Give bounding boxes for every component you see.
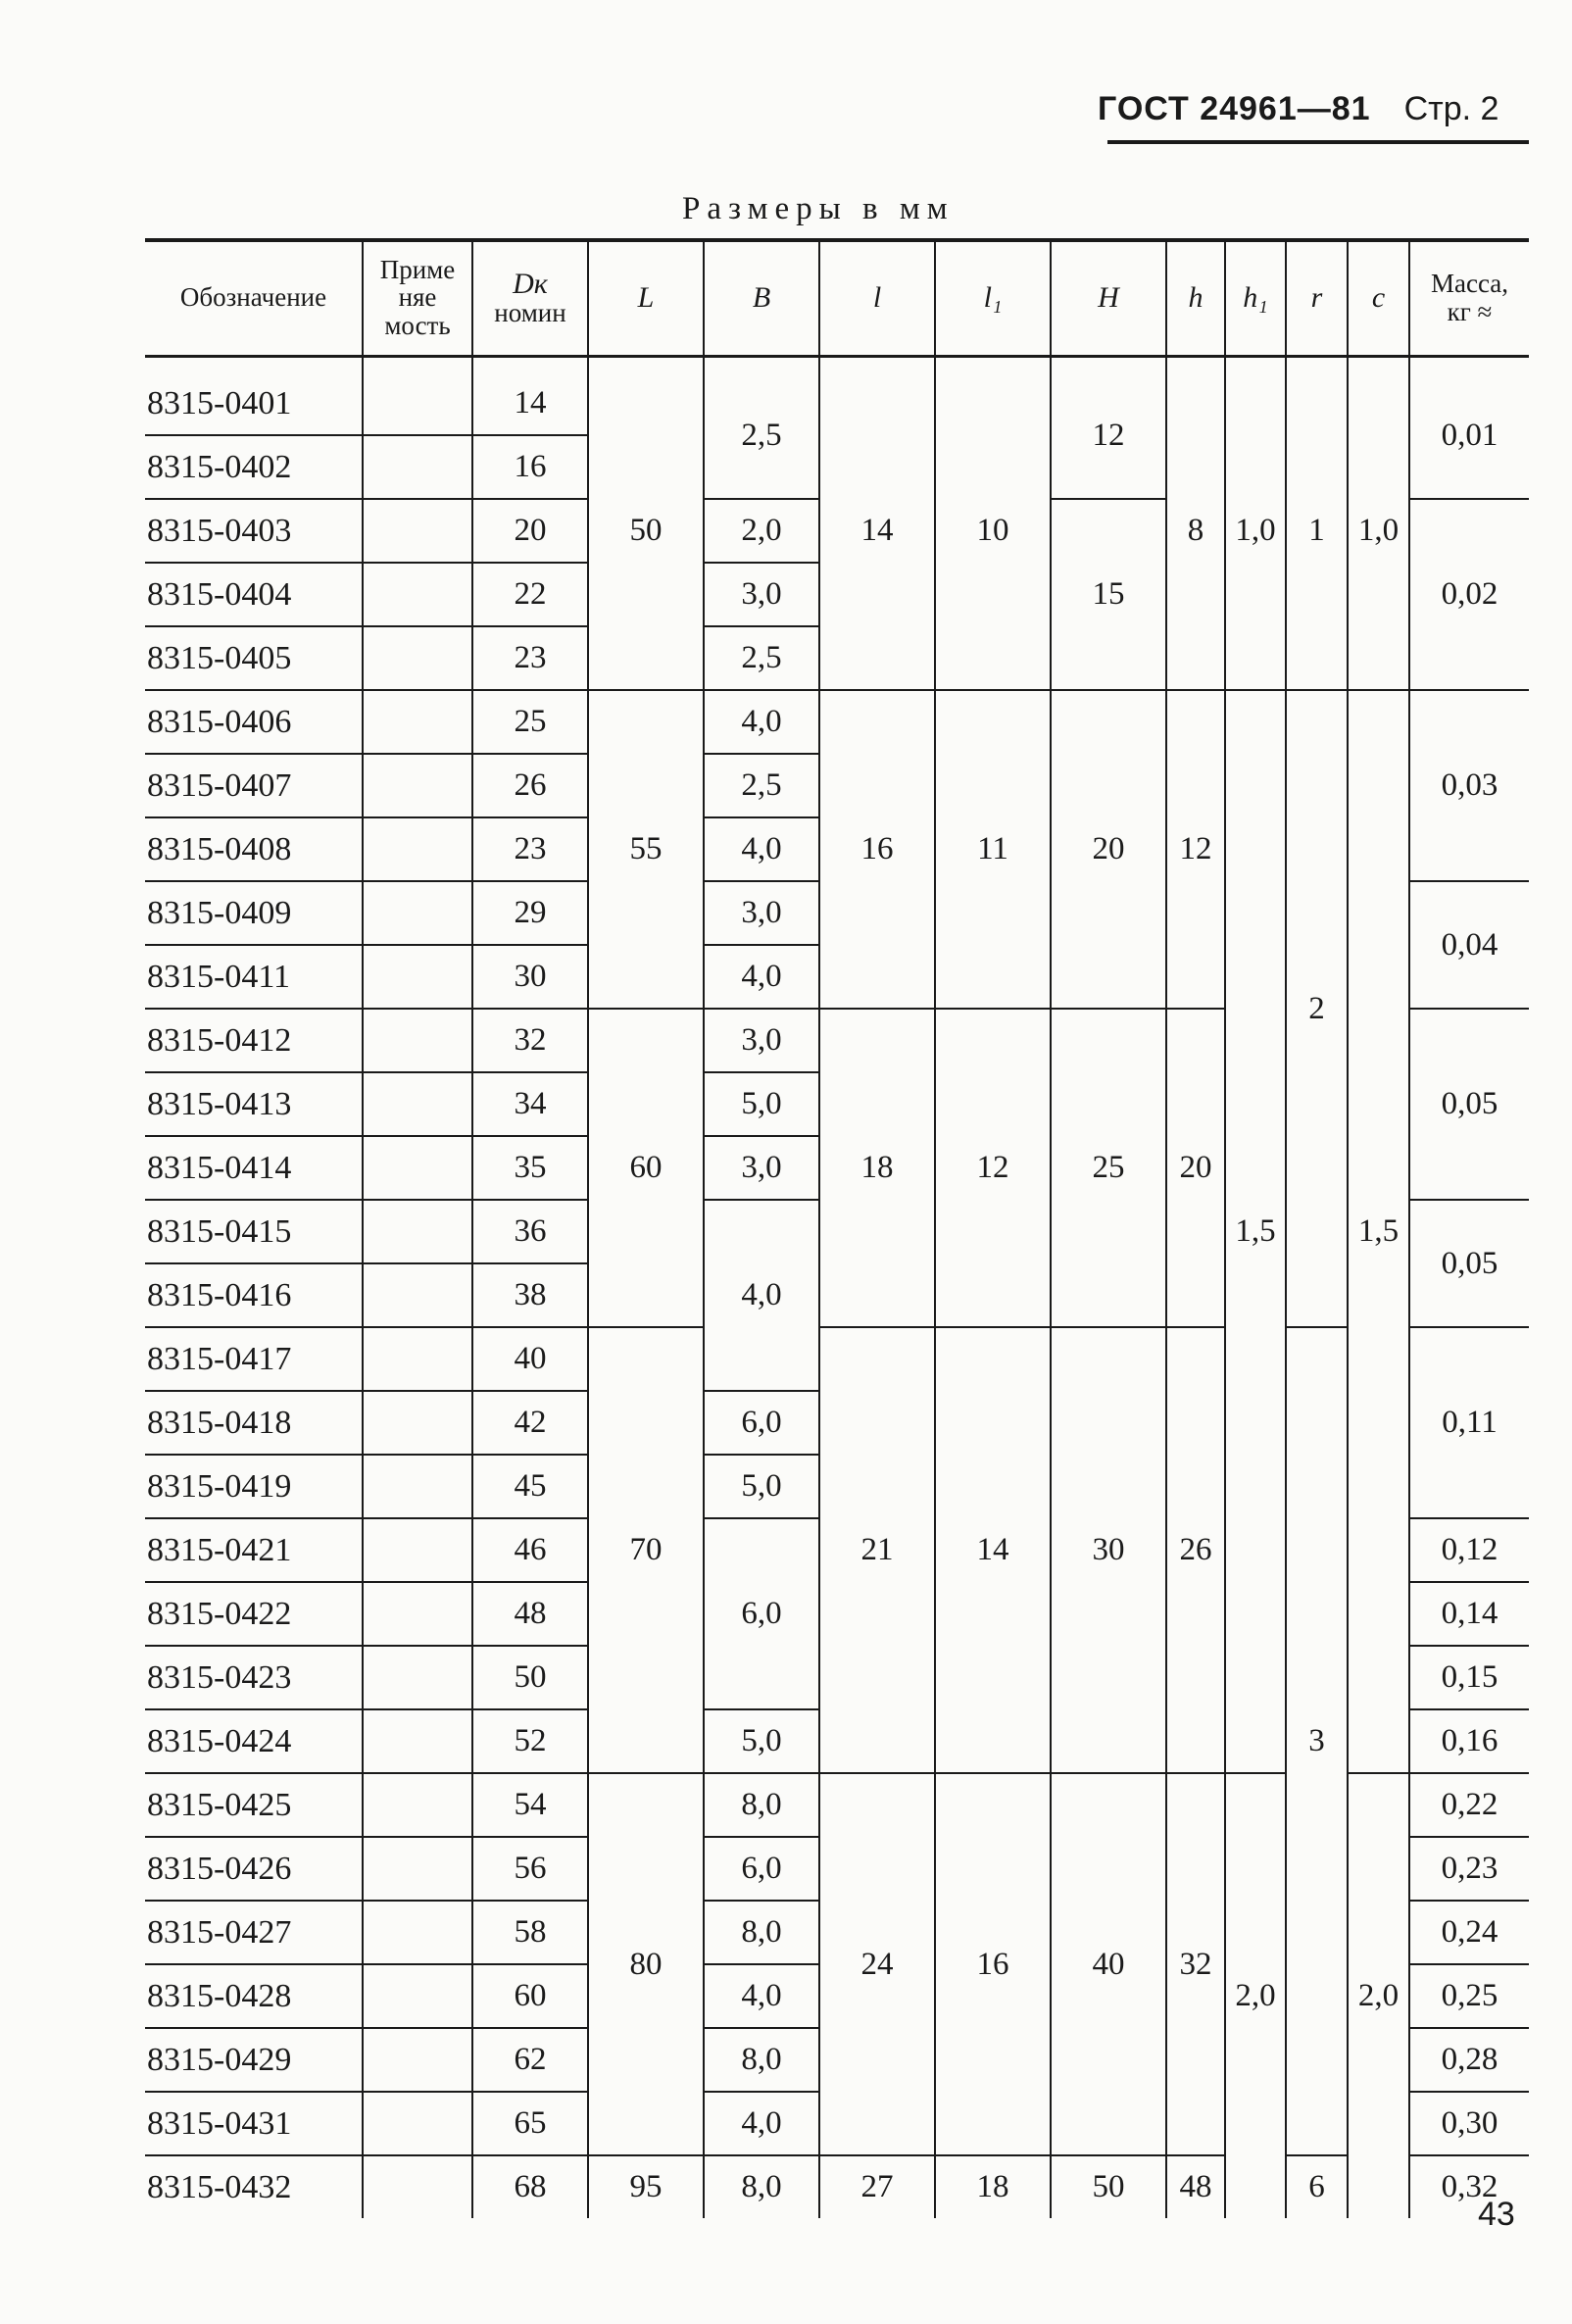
cell-code: 8315-0401 — [145, 372, 363, 435]
cell-applicability — [363, 563, 472, 626]
cell-dk: 23 — [472, 817, 588, 881]
cell-code: 8315-0407 — [145, 754, 363, 817]
cell-code: 8315-0402 — [145, 435, 363, 499]
cell-applicability — [363, 435, 472, 499]
cell-applicability — [363, 2155, 472, 2218]
cell-h: 26 — [1166, 1327, 1225, 1773]
cell-applicability — [363, 881, 472, 945]
cell-mass: 0,22 — [1409, 1773, 1529, 1837]
cell-applicability — [363, 1009, 472, 1072]
cell-dk: 29 — [472, 881, 588, 945]
cell-applicability — [363, 1582, 472, 1646]
cell-applicability — [363, 1964, 472, 2028]
page-header — [1098, 90, 1498, 128]
cell-applicability — [363, 1455, 472, 1518]
cell-dk: 42 — [472, 1391, 588, 1455]
cell-code: 8315-0419 — [145, 1455, 363, 1518]
cell-B: 6,0 — [704, 1518, 819, 1709]
cell-dk: 34 — [472, 1072, 588, 1136]
cell-l: 16 — [819, 690, 935, 1009]
cell-applicability — [363, 817, 472, 881]
cell-applicability — [363, 1136, 472, 1200]
cell-mass: 0,32 — [1409, 2155, 1529, 2218]
cell-L: 50 — [588, 372, 704, 690]
cell-B: 3,0 — [704, 1009, 819, 1072]
cell-c: 1,5 — [1348, 690, 1409, 1773]
cell-dk: 23 — [472, 626, 588, 690]
table-body — [145, 353, 1529, 2218]
cell-r: 2 — [1286, 690, 1348, 1327]
cell-applicability — [363, 690, 472, 754]
cell-dk: 38 — [472, 1263, 588, 1327]
cell-B: 3,0 — [704, 881, 819, 945]
cell-applicability — [363, 1837, 472, 1901]
cell-dk: 54 — [472, 1773, 588, 1837]
cell-dk: 52 — [472, 1709, 588, 1773]
cell-r: 1 — [1286, 372, 1348, 690]
cell-mass: 0,25 — [1409, 1964, 1529, 2028]
cell-applicability — [363, 2092, 472, 2155]
cell-B: 4,0 — [704, 690, 819, 754]
cell-B: 4,0 — [704, 1200, 819, 1391]
cell-dk: 46 — [472, 1518, 588, 1582]
cell-l1: 10 — [935, 372, 1051, 690]
cell-L: 60 — [588, 1009, 704, 1327]
cell-code: 8315-0405 — [145, 626, 363, 690]
cell-dk: 58 — [472, 1901, 588, 1964]
cell-B: 8,0 — [704, 2155, 819, 2218]
col-B-header: B — [704, 242, 819, 353]
col-c-header: c — [1348, 242, 1409, 353]
cell-dk: 68 — [472, 2155, 588, 2218]
cell-h: 12 — [1166, 690, 1225, 1009]
cell-L: 95 — [588, 2155, 704, 2218]
cell-B: 2,5 — [704, 754, 819, 817]
cell-code: 8315-0421 — [145, 1518, 363, 1582]
cell-mass: 0,12 — [1409, 1518, 1529, 1582]
table-row — [145, 2155, 1529, 2218]
cell-B: 6,0 — [704, 1391, 819, 1455]
col-h-header: h — [1166, 242, 1225, 353]
cell-l1: 12 — [935, 1009, 1051, 1327]
cell-dk: 62 — [472, 2028, 588, 2092]
cell-applicability — [363, 1263, 472, 1327]
cell-B: 3,0 — [704, 1136, 819, 1200]
cell-B: 6,0 — [704, 1837, 819, 1901]
col-r-header: r — [1286, 242, 1348, 353]
cell-mass: 0,11 — [1409, 1327, 1529, 1518]
cell-l: 27 — [819, 2155, 935, 2218]
cell-B: 3,0 — [704, 563, 819, 626]
dimensions-table — [145, 242, 1529, 2218]
cell-dk: 36 — [472, 1200, 588, 1263]
cell-B: 5,0 — [704, 1455, 819, 1518]
cell-applicability — [363, 1709, 472, 1773]
cell-dk: 25 — [472, 690, 588, 754]
cell-B: 8,0 — [704, 2028, 819, 2092]
cell-mass: 0,24 — [1409, 1901, 1529, 1964]
cell-h: 20 — [1166, 1009, 1225, 1327]
cell-H: 12 — [1051, 372, 1166, 499]
cell-l: 24 — [819, 1773, 935, 2155]
cell-dk: 32 — [472, 1009, 588, 1072]
cell-dk: 45 — [472, 1455, 588, 1518]
cell-applicability — [363, 945, 472, 1009]
cell-mass: 0,15 — [1409, 1646, 1529, 1709]
cell-dk: 60 — [472, 1964, 588, 2028]
col-dk-header: Dк номин — [472, 242, 588, 353]
cell-applicability — [363, 1901, 472, 1964]
cell-applicability — [363, 1072, 472, 1136]
col-code-header: Обозначение — [179, 282, 327, 313]
cell-dk: 56 — [472, 1837, 588, 1901]
col-l-header: l — [819, 242, 935, 353]
header-rule — [1107, 140, 1529, 144]
cell-mass: 0,04 — [1409, 881, 1529, 1009]
cell-dk: 14 — [472, 372, 588, 435]
cell-h1: 1,0 — [1225, 372, 1286, 690]
col-l1-header: l₁ — [935, 242, 1051, 353]
cell-mass: 0,30 — [1409, 2092, 1529, 2155]
cell-dk: 35 — [472, 1136, 588, 1200]
cell-B: 5,0 — [704, 1072, 819, 1136]
cell-code: 8315-0427 — [145, 1901, 363, 1964]
cell-applicability — [363, 1773, 472, 1837]
cell-dk: 30 — [472, 945, 588, 1009]
cell-code: 8315-0432 — [147, 2168, 292, 2205]
cell-h1: 1,5 — [1225, 690, 1286, 1773]
cell-code: 8315-0403 — [145, 499, 363, 563]
cell-dk: 50 — [472, 1646, 588, 1709]
cell-h: 8 — [1166, 372, 1225, 690]
cell-applicability — [363, 1646, 472, 1709]
cell-code: 8315-0411 — [145, 945, 363, 1009]
header-spacer-row — [145, 353, 1529, 372]
col-mass-header: Масса, кг ≈ — [1409, 242, 1529, 353]
cell-applicability — [363, 499, 472, 563]
cell-B: 2,0 — [704, 499, 819, 563]
cell-code: 8315-0414 — [145, 1136, 363, 1200]
cell-B: 2,5 — [704, 626, 819, 690]
cell-L: 80 — [588, 1773, 704, 2155]
cell-B: 4,0 — [704, 945, 819, 1009]
page-label: Стр. 2 — [1403, 90, 1499, 127]
cell-code: 8315-0418 — [145, 1391, 363, 1455]
cell-dk: 40 — [472, 1327, 588, 1391]
cell-l1: 14 — [935, 1327, 1051, 1773]
cell-H: 50 — [1051, 2155, 1166, 2218]
cell-code: 8315-0426 — [145, 1837, 363, 1901]
cell-L: 70 — [588, 1327, 704, 1773]
cell-mass: 0,28 — [1409, 2028, 1529, 2092]
cell-r: 3 — [1286, 1327, 1348, 2155]
cell-dk: 22 — [472, 563, 588, 626]
cell-B: 5,0 — [704, 1709, 819, 1773]
cell-h1: 2,0 — [1225, 1773, 1286, 2218]
cell-H: 20 — [1051, 690, 1166, 1009]
cell-code: 8315-0404 — [145, 563, 363, 626]
cell-code: 8315-0423 — [145, 1646, 363, 1709]
cell-applicability — [363, 754, 472, 817]
cell-mass: 0,14 — [1409, 1582, 1529, 1646]
cell-code: 8315-0413 — [145, 1072, 363, 1136]
cell-mass: 0,01 — [1409, 372, 1529, 499]
cell-l1: 16 — [935, 1773, 1051, 2155]
cell-code: 8315-0422 — [145, 1582, 363, 1646]
cell-r: 6 — [1286, 2155, 1348, 2218]
cell-H: 40 — [1051, 1773, 1166, 2155]
cell-B: 8,0 — [704, 1773, 819, 1837]
cell-mass: 0,02 — [1409, 499, 1529, 690]
cell-applicability — [363, 626, 472, 690]
cell-code: 8315-0428 — [145, 1964, 363, 2028]
cell-B: 2,5 — [704, 372, 819, 499]
cell-H: 25 — [1051, 1009, 1166, 1327]
cell-dk: 26 — [472, 754, 588, 817]
page-number: 43 — [1478, 2196, 1515, 2233]
cell-l: 18 — [819, 1009, 935, 1327]
table-row — [145, 1327, 1529, 1391]
col-L-header: L — [588, 242, 704, 353]
cell-code: 8315-0408 — [145, 817, 363, 881]
cell-l1: 18 — [935, 2155, 1051, 2218]
cell-dk: 16 — [472, 435, 588, 499]
cell-c: 1,0 — [1348, 372, 1409, 690]
cell-B: 4,0 — [704, 817, 819, 881]
table-caption: Размеры в мм — [682, 191, 955, 226]
cell-applicability — [363, 1327, 472, 1391]
cell-code: 8315-0431 — [145, 2092, 363, 2155]
table-row — [145, 690, 1529, 754]
cell-B: 4,0 — [704, 1964, 819, 2028]
cell-code: 8315-0415 — [145, 1200, 363, 1263]
cell-code: 8315-0429 — [145, 2028, 363, 2092]
table-header-row — [145, 242, 1529, 353]
cell-L: 55 — [588, 690, 704, 1009]
cell-B: 8,0 — [704, 1901, 819, 1964]
cell-c: 2,0 — [1348, 1773, 1409, 2218]
cell-code: 8315-0406 — [145, 690, 363, 754]
cell-mass: 0,16 — [1409, 1709, 1529, 1773]
cell-mass: 0,05 — [1409, 1200, 1529, 1327]
table-row — [145, 372, 1529, 435]
cell-dk: 20 — [472, 499, 588, 563]
cell-l: 14 — [819, 372, 935, 690]
cell-applicability — [363, 2028, 472, 2092]
col-H-header: H — [1051, 242, 1166, 353]
cell-applicability — [363, 1518, 472, 1582]
cell-mass: 0,05 — [1409, 1009, 1529, 1200]
cell-code: 8315-0409 — [145, 881, 363, 945]
cell-applicability — [363, 372, 472, 435]
cell-code: 8315-0425 — [145, 1773, 363, 1837]
cell-H: 30 — [1051, 1327, 1166, 1773]
cell-h: 32 — [1166, 1773, 1225, 2155]
cell-l: 21 — [819, 1327, 935, 1773]
cell-mass: 0,23 — [1409, 1837, 1529, 1901]
cell-code: 8315-0416 — [145, 1263, 363, 1327]
cell-B: 4,0 — [704, 2092, 819, 2155]
cell-code: 8315-0417 — [145, 1327, 363, 1391]
cell-code: 8315-0424 — [145, 1709, 363, 1773]
cell-l1: 11 — [935, 690, 1051, 1009]
cell-code: 8315-0412 — [145, 1009, 363, 1072]
cell-dk: 48 — [472, 1582, 588, 1646]
cell-applicability — [363, 1200, 472, 1263]
cell-H: 15 — [1051, 499, 1166, 690]
cell-applicability — [363, 1391, 472, 1455]
col-h1-header: h₁ — [1225, 242, 1286, 353]
cell-h: 48 — [1166, 2155, 1225, 2218]
standard-number: ГОСТ 24961—81 — [1098, 90, 1371, 127]
cell-dk: 65 — [472, 2092, 588, 2155]
col-applicability-header: Приме няе мость — [363, 242, 472, 353]
cell-mass: 0,03 — [1409, 690, 1529, 881]
